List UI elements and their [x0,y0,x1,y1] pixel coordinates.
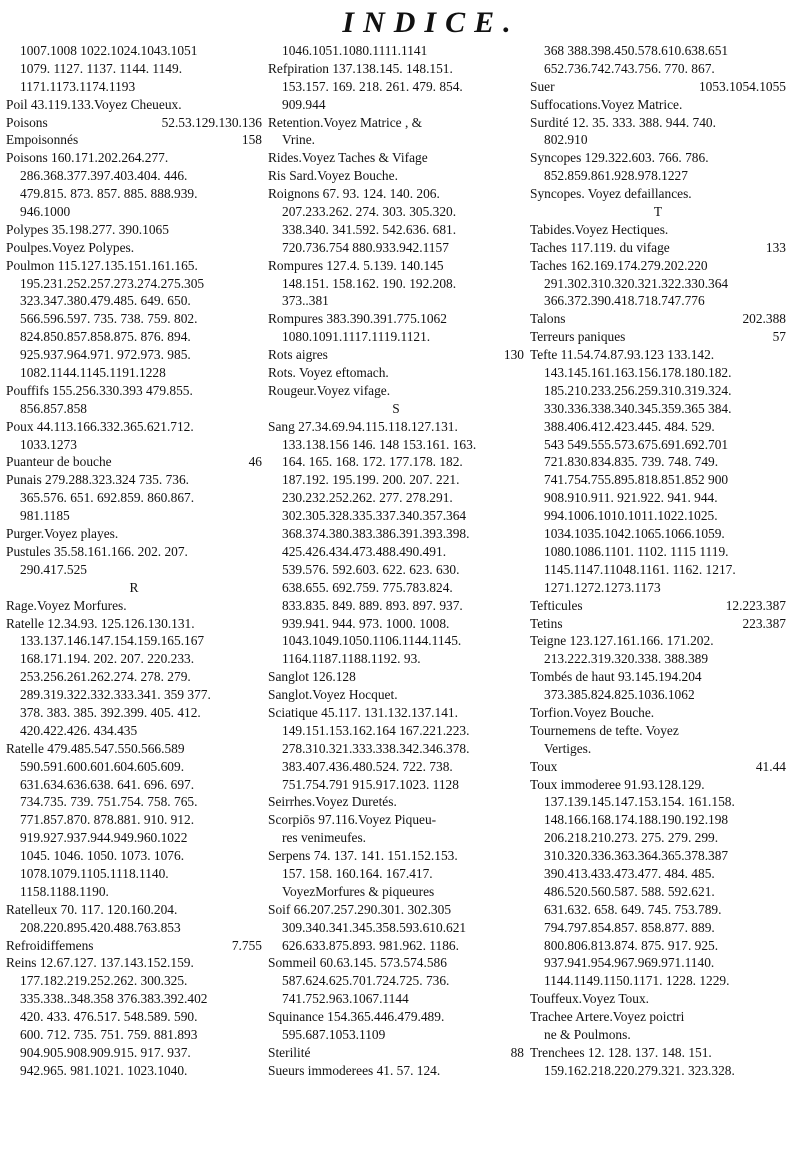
index-entry-continuation: 587.624.625.701.724.725. 736. [282,973,450,989]
index-entry: Rougeur.Voyez vifage. [268,382,391,398]
index-entry: Retention.Voyez Matrice , & [268,114,423,130]
index-entry: Poisons 160.171.202.264.277. [6,150,169,166]
index-entry [530,597,786,615]
entry-term: Toux [530,758,558,774]
index-entry-continuation: 390.413.433.473.477. 484. 485. [544,865,715,881]
entry-pages: 57 [772,329,786,345]
entry-term: Tefticules [530,597,583,613]
entry-term: Terreurs paniques [530,329,626,345]
index-column-left [6,42,262,1080]
section-letter: S [392,400,400,416]
index-entry: Sciatique 45.117. 131.132.137.141. [268,704,458,720]
index-entry: Sommeil 60.63.145. 573.574.586 [268,955,447,971]
index-entry [268,346,524,364]
index-entry-continuation: 946.1000 [20,204,71,220]
entry-pages: 88 [510,1044,524,1060]
index-entry: Ratelle 479.485.547.550.566.589 [6,740,185,756]
index-entry-continuation: 157. 158. 160.164. 167.417. [282,865,433,881]
index-entry-continuation: 278.310.321.333.338.342.346.378. [282,740,470,756]
index-entry-continuation: 741.754.755.895.818.851.852 900 [544,472,729,488]
index-entry-continuation: 143.145.161.163.156.178.180.182. [544,365,732,381]
index-entry-continuation: 373.385.824.825.1036.1062 [544,687,695,703]
index-entry-continuation: 310.320.336.363.364.365.378.387 [544,848,729,864]
index-entry-continuation: 909.944 [282,96,326,112]
index-entry: Tournemens de tefte. Voyez [530,722,679,738]
index-columns [6,42,792,1080]
index-entry-continuation: 213.222.319.320.338. 388.389 [544,651,709,667]
section-letter: R [129,579,139,595]
index-entry-continuation: 330.336.338.340.345.359.365 384. [544,400,732,416]
index-entry-continuation: 721.830.834.835. 739. 748. 749. [544,454,719,470]
index-entry: Poux 44.113.166.332.365.621.712. [6,418,194,434]
index-entry: Refpiration 137.138.145. 148.151. [268,60,453,76]
index-entry-continuation: 802.910 [544,132,588,148]
index-entry-continuation: 323.347.380.479.485. 649. 650. [20,293,191,309]
index-entry-continuation: 1078.1079.1105.1118.1140. [20,865,169,881]
index-entry: Ratelleux 70. 117. 120.160.204. [6,901,178,917]
index-entry-continuation: 981.1185 [20,508,70,524]
index-entry-continuation: 794.797.854.857. 858.877. 889. [544,919,715,935]
index-entry-continuation: 286.368.377.397.403.404. 446. [20,168,188,184]
entry-term: Sterilité [268,1044,311,1060]
index-entry: Poulmon 115.127.135.151.161.165. [6,257,198,273]
index-entry: Poil 43.119.133.Voyez Cheueux. [6,96,182,112]
index-entry-continuation: 1164.1187.1188.1192. 93. [282,651,421,667]
index-entry: Syncopes 129.322.603. 766. 786. [530,150,709,166]
index-entry: Surdité 12. 35. 333. 388. 944. 740. [530,114,716,130]
index-entry-continuation: 908.910.911. 921.922. 941. 944. [544,490,718,506]
index-entry: Sueurs immoderees 41. 57. 124. [268,1062,441,1078]
index-entry-continuation: 590.591.600.601.604.605.609. [20,758,185,774]
index-entry-continuation: 133.137.146.147.154.159.165.167 [20,633,205,649]
section-letter: T [653,204,663,220]
entry-pages: 133 [765,239,786,255]
index-entry-continuation: 600. 712. 735. 751. 759. 881.893 [20,1026,198,1042]
index-entry-continuation: 420.422.426. 434.435 [20,722,138,738]
index-entry [530,758,786,776]
entry-term: Rots aigres [268,347,328,363]
index-entry-continuation: 177.182.219.252.262. 300.325. [20,973,188,989]
index-entry-continuation: 208.220.895.420.488.763.853 [20,919,181,935]
index-entry: Suffocations.Voyez Matrice. [530,96,683,112]
index-entry: Reins 12.67.127. 137.143.152.159. [6,955,194,971]
index-entry-continuation: 195.231.252.257.273.274.275.305 [20,275,205,291]
index-entry [6,114,262,132]
index-entry: Taches 162.169.174.279.202.220 [530,257,708,273]
index-entry: Purger.Voyez playes. [6,526,119,542]
index-entry-continuation: 942.965. 981.1021. 1023.1040. [20,1062,188,1078]
index-entry-continuation: 207.233.262. 274. 303. 305.320. [282,204,457,220]
index-entry [6,937,262,955]
page-header: INDICE. [342,6,520,39]
entry-term: Poisons [6,114,48,130]
index-entry: Sanglot 126.128 [268,669,356,685]
index-entry-continuation: 1082.1144.1145.1191.1228 [20,365,166,381]
index-entry-continuation: 638.655. 692.759. 775.783.824. [282,579,453,595]
index-entry: Squinance 154.365.446.479.489. [268,1009,445,1025]
index-entry: Trenchees 12. 128. 137. 148. 151. [530,1044,712,1060]
index-entry-continuation: 904.905.908.909.915. 917. 937. [20,1044,191,1060]
index-entry-continuation: 153.157. 169. 218. 261. 479. 854. [282,78,463,94]
index-entry-continuation: 486.520.560.587. 588. 592.621. [544,883,715,899]
index-entry: Punais 279.288.323.324 735. 736. [6,472,190,488]
index-entry-continuation: 335.338..348.358 376.383.392.402 [20,991,208,1007]
index-entry-continuation: Vrine. [282,132,316,148]
index-entry-continuation: 137.139.145.147.153.154. 161.158. [544,794,735,810]
index-entry-continuation: 1046.1051.1080.1111.1141 [282,43,428,58]
index-entry-continuation: 631.632. 658. 649. 745. 753.789. [544,901,722,917]
index-entry: Sang 27.34.69.94.115.118.127.131. [268,418,458,434]
index-entry-continuation: 420. 433. 476.517. 548.589. 590. [20,1009,198,1025]
index-entry-continuation: 425.426.434.473.488.490.491. [282,543,447,559]
index-entry: Toux immoderee 91.93.128.129. [530,776,705,792]
index-entry-continuation: 734.735. 739. 751.754. 758. 765. [20,794,198,810]
index-entry-continuation: 133.138.156 146. 148 153.161. 163. [282,436,477,452]
index-entry: Tefte 11.54.74.87.93.123 133.142. [530,347,715,363]
index-entry-continuation: 230.232.252.262. 277. 278.291. [282,490,453,506]
index-entry-continuation: 187.192. 195.199. 200. 207. 221. [282,472,460,488]
index-entry: Pouffifs 155.256.330.393 479.855. [6,382,193,398]
index-entry-continuation: res venimeufes. [282,830,367,846]
index-entry-continuation: 833.835. 849. 889. 893. 897. 937. [282,597,463,613]
index-entry: Teigne 123.127.161.166. 171.202. [530,633,714,649]
index-entry-continuation: 595.687.1053.1109 [282,1026,386,1042]
index-entry-continuation: 771.857.870. 878.881. 910. 912. [20,812,195,828]
index-entry-continuation: 939.941. 944. 973. 1000. 1008. [282,615,450,631]
index-entry-continuation: 1079. 1127. 1137. 1144. 1149. [20,60,183,76]
index-entry-continuation: 919.927.937.944.949.960.1022 [20,830,188,846]
index-column-middle [268,42,524,1080]
index-entry-continuation: 479.815. 873. 857. 885. 888.939. [20,186,198,202]
index-entry-continuation: 1158.1188.1190. [20,883,109,899]
index-entry-continuation: 1043.1049.1050.1106.1144.1145. [282,633,462,649]
index-entry-continuation: 159.162.218.220.279.321. 323.328. [544,1062,735,1078]
index-entry-continuation: 800.806.813.874. 875. 917. 925. [544,937,719,953]
entry-pages: 46 [248,454,262,470]
entry-pages: 41.44 [755,758,786,774]
index-entry: Tabides.Voyez Hectiques. [530,221,669,237]
index-entry [6,453,262,471]
index-entry [530,239,786,257]
entry-term: Refroidiffemens [6,937,94,953]
index-entry-continuation: 652.736.742.743.756. 770. 867. [544,60,715,76]
index-entry: Tombés de haut 93.145.194.204 [530,669,702,685]
index-entry: Rides.Voyez Taches & Vifage [268,150,428,166]
index-entry-continuation: 994.1006.1010.1011.1022.1025. [544,508,718,524]
index-entry: Pustules 35.58.161.166. 202. 207. [6,543,188,559]
index-entry-continuation: 373..381 [282,293,329,309]
index-entry: Trachee Artere.Voyez poictri [530,1009,685,1025]
index-entry: Torfion.Voyez Bouche. [530,704,655,720]
index-entry-continuation: 290.417.525 [20,561,87,577]
index-entry: Sanglot.Voyez Hocquet. [268,687,398,703]
entry-term: Taches 117.119. du vifage [530,239,670,255]
index-entry: Roignons 67. 93. 124. 140. 206. [268,186,440,202]
index-entry-continuation: ne & Poulmons. [544,1026,631,1042]
index-entry-continuation: Vertiges. [544,740,592,756]
index-entry-continuation: 168.171.194. 202. 207. 220.233. [20,651,195,667]
index-entry-continuation: 378. 383. 385. 392.399. 405. 412. [20,704,201,720]
index-entry-continuation: 626.633.875.893. 981.962. 1186. [282,937,459,953]
index-entry-continuation: 383.407.436.480.524. 722. 738. [282,758,453,774]
index-entry-continuation: 1033.1273 [20,436,77,452]
index-entry: Scorpiōs 97.116.Voyez Piqueu- [268,812,437,828]
index-entry-continuation: 366.372.390.418.718.747.776 [544,293,705,309]
index-entry: Rompures 127.4. 5.139. 140.145 [268,257,444,273]
index-entry [530,310,786,328]
index-entry [530,78,786,96]
index-entry-continuation: 824.850.857.858.875. 876. 894. [20,329,191,345]
index-entry-continuation: 149.151.153.162.164 167.221.223. [282,722,470,738]
index-entry-continuation: 291.302.310.320.321.322.330.364 [544,275,729,291]
index-entry: Rage.Voyez Morfures. [6,597,127,613]
index-entry-continuation: 1145.1147.11048.1161. 1162. 1217. [544,561,736,577]
index-entry-continuation: 856.857.858 [20,400,87,416]
entry-term: Tetins [530,615,563,631]
index-entry-continuation: 1080.1091.1117.1119.1121. [282,329,431,345]
index-entry-continuation: 1271.1272.1273.1173 [544,579,661,595]
index-entry: Rots. Voyez eftomach. [268,365,389,381]
index-entry-continuation: 148.166.168.174.188.190.192.198 [544,812,729,828]
index-entry-continuation: 925.937.964.971. 972.973. 985. [20,347,191,363]
index-entry-continuation: 365.576. 651. 692.859. 860.867. [20,490,195,506]
index-entry-continuation: 206.218.210.273. 275. 279. 299. [544,830,719,846]
index-entry-continuation: 720.736.754 880.933.942.1157 [282,239,449,255]
index-entry-continuation: 631.634.636.638. 641. 696. 697. [20,776,195,792]
index-entry [6,131,262,149]
index-entry-continuation: 852.859.861.928.978.1227 [544,168,688,184]
entry-pages: 202.388 [742,311,786,327]
index-entry-continuation: 164. 165. 168. 172. 177.178. 182. [282,454,463,470]
index-entry-continuation: 185.210.233.256.259.310.319.324. [544,382,732,398]
index-entry-continuation: 148.151. 158.162. 190. 192.208. [282,275,457,291]
entry-term: Talons [530,311,566,327]
entry-pages: 223.387 [742,615,786,631]
index-entry: Seirrhes.Voyez Duretés. [268,794,397,810]
index-entry-continuation: 543 549.555.573.675.691.692.701 [544,436,729,452]
index-entry [530,615,786,633]
index-entry: Soif 66.207.257.290.301. 302.305 [268,901,452,917]
index-entry-continuation: 388.406.412.423.445. 484. 529. [544,418,715,434]
index-entry [530,328,786,346]
index-entry-continuation: 1080.1086.1101. 1102. 1115 1119. [544,543,729,559]
entry-term: Puanteur de bouche [6,454,112,470]
index-entry-continuation: 741.752.963.1067.1144 [282,991,409,1007]
index-entry: Serpens 74. 137. 141. 151.152.153. [268,848,458,864]
entry-pages: 1053.1054.1055 [698,78,786,94]
index-entry-continuation: 368 388.398.450.578.610.638.651 [544,43,729,58]
index-entry: Poulpes.Voyez Polypes. [6,239,135,255]
index-entry-continuation: 368.374.380.383.386.391.393.398. [282,526,470,542]
index-entry-continuation: 1007.1008 1022.1024.1043.1051 [20,43,198,58]
index-entry-continuation: 937.941.954.967.969.971.1140. [544,955,715,971]
index-entry-continuation: VoyezMorfures & piqueures [282,883,435,899]
index-entry-continuation: 338.340. 341.592. 542.636. 681. [282,221,457,237]
index-entry: Touffeux.Voyez Toux. [530,991,649,1007]
index-entry-continuation: 289.319.322.332.333.341. 359 377. [20,687,211,703]
index-entry [268,1044,524,1062]
index-entry-continuation: 566.596.597. 735. 738. 759. 802. [20,311,198,327]
index-entry-continuation: 539.576. 592.603. 622. 623. 630. [282,561,460,577]
index-entry: Polypes 35.198.277. 390.1065 [6,221,169,237]
entry-pages: 158 [241,132,262,148]
index-entry-continuation: 751.754.791 915.917.1023. 1128 [282,776,459,792]
index-entry-continuation: 309.340.341.345.358.593.610.621 [282,919,467,935]
index-entry-continuation: 302.305.328.335.337.340.357.364 [282,508,467,524]
index-entry: Ris Sard.Voyez Bouche. [268,168,398,184]
index-entry-continuation: 1045. 1046. 1050. 1073. 1076. [20,848,185,864]
index-entry-continuation: 253.256.261.262.274. 278. 279. [20,669,191,685]
entry-term: Suer [530,78,555,94]
index-entry: Ratelle 12.34.93. 125.126.130.131. [6,615,195,631]
index-entry-continuation: 1171.1173.1174.1193 [20,78,136,94]
entry-pages: 130 [503,347,524,363]
entry-pages: 12.223.387 [725,597,786,613]
index-entry-continuation: 1144.1149.1150.1171. 1228. 1229. [544,973,730,989]
entry-term: Empoisonnés [6,132,79,148]
index-column-right [530,42,786,1080]
index-entry: Syncopes. Voyez defaillances. [530,186,692,202]
index-entry-continuation: 1034.1035.1042.1065.1066.1059. [544,526,725,542]
index-entry: Rompures 383.390.391.775.1062 [268,311,447,327]
entry-pages: 7.755 [231,937,262,953]
entry-pages: 52.53.129.130.136 [161,114,262,130]
